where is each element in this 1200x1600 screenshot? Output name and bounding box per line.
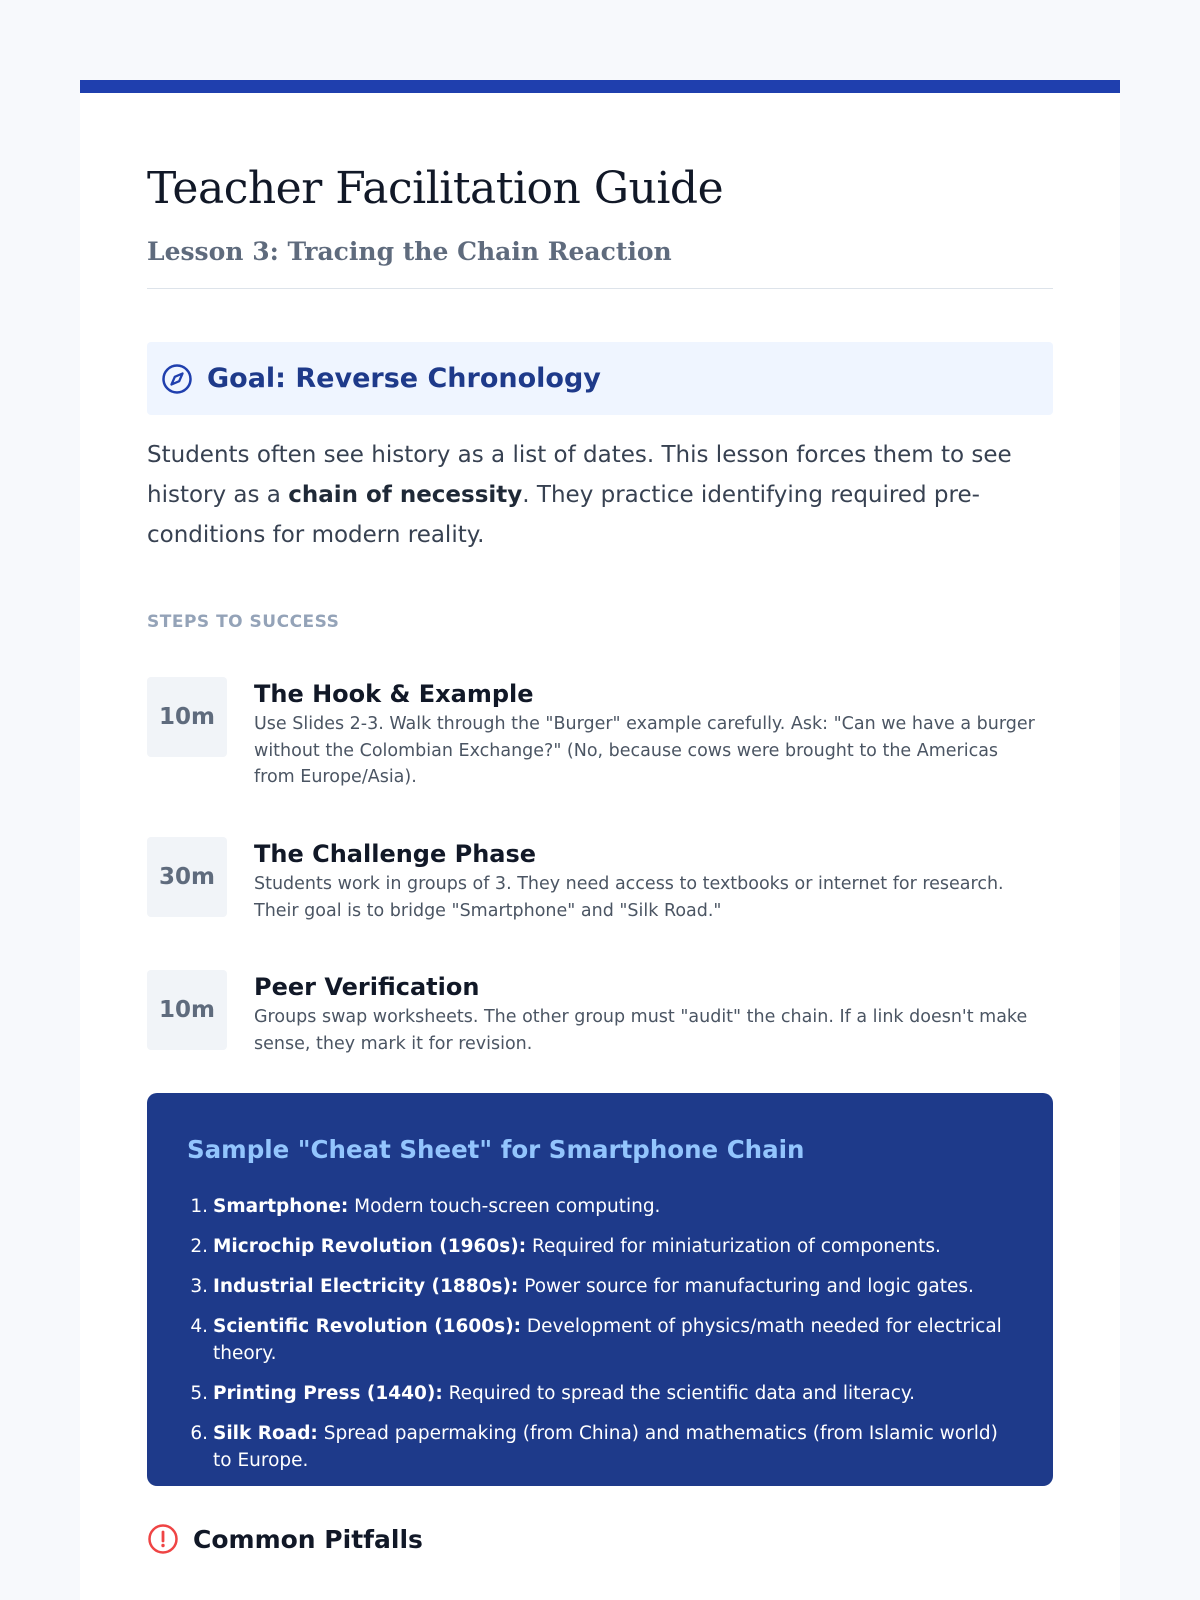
list-item-detail: Modern touch-screen computing. [348,1196,661,1217]
cheat-sheet-list [187,1193,1017,1487]
goal-intro-emphasis: chain of necessity [288,482,523,508]
step-body [254,970,1044,1057]
list-item-number: 3. [190,1276,208,1297]
step-title: The Challenge Phase [254,840,537,868]
list-item-detail: Development of physics/math needed for electrical theory. [213,1316,1002,1364]
list-item-text [213,1273,1017,1300]
goal-banner [147,342,1053,415]
list-item-text [213,1193,1017,1220]
steps-heading: STEPS TO SUCCESS [147,612,340,632]
step-description: Students work in groups of 3. They need access to textbooks or internet for research. Their goal is to bridge "Smartphone" and "Silk Road." [254,874,1004,921]
page-title: Teacher Facilitation Guide [147,163,724,214]
goal-title: Goal: Reverse Chronology [207,363,601,394]
cheat-sheet-title: Sample "Cheat Sheet" for Smartphone Chain [187,1135,805,1164]
step-duration-badge: 30m [147,837,227,917]
list-item [187,1313,1017,1367]
step-description: Use Slides 2-3. Walk through the "Burger" example carefully. Ask: "Can we have a burger without the Colombian Exchange?" (No, because cows were brought to the Americas from Europe/Asia). [254,714,1035,787]
list-item-detail: Spread papermaking (from China) and mathematics (from Islamic world) to Europe. [213,1423,998,1471]
list-item [187,1193,1017,1220]
list-item-text [213,1233,1017,1260]
guide-card [80,80,1120,1600]
step-body [254,677,1044,791]
list-item-detail: Required for miniaturization of components. [526,1236,941,1257]
step-duration-badge: 10m [147,970,227,1050]
step-title: The Hook & Example [254,680,534,708]
list-item-number: 2. [190,1236,208,1257]
list-item-term: Scientific Revolution (1600s): [213,1316,522,1337]
goal-description [147,435,1053,555]
header-divider [147,288,1053,289]
list-item-number: 1. [190,1196,208,1217]
step-duration-badge: 10m [147,677,227,757]
list-item-term: Microchip Revolution (1960s): [213,1236,527,1257]
list-item-term: Industrial Electricity (1880s): [213,1276,519,1297]
list-item-number: 6. [190,1423,208,1444]
list-item-text [213,1420,1017,1474]
list-item [187,1380,1017,1407]
alert-circle-icon [147,1523,179,1555]
list-item-number: 5. [190,1383,208,1404]
step-description: Groups swap worksheets. The other group must "audit" the chain. If a link doesn't make sense, they mark it for revision. [254,1007,1028,1054]
list-item-term: Smartphone: [213,1196,349,1217]
cheat-sheet-panel [147,1093,1053,1486]
list-item-number: 4. [190,1316,208,1337]
list-item [187,1233,1017,1260]
list-item-term: Silk Road: [213,1423,318,1444]
list-item-term: Printing Press (1440): [213,1383,443,1404]
list-item-text [213,1313,1017,1367]
pitfalls-title: Common Pitfalls [193,1524,423,1554]
step-title: Peer Verification [254,973,480,1001]
pitfalls-heading [147,1523,423,1555]
list-item-detail: Required to spread the scientific data and literacy. [442,1383,916,1404]
goal-intro-end: . They practice identifying required pre-conditions for modern reality. [147,482,980,548]
list-item [187,1420,1017,1474]
list-item-detail: Power source for manufacturing and logic gates. [518,1276,974,1297]
compass-icon [161,363,193,395]
list-item-text [213,1380,1017,1407]
goal-intro-start: Students often see history as a list of dates. This lesson forces them to see history as a [147,442,1012,508]
step-body [254,837,1044,924]
lesson-subtitle: Lesson 3: Tracing the Chain Reaction [147,237,672,266]
list-item [187,1273,1017,1300]
